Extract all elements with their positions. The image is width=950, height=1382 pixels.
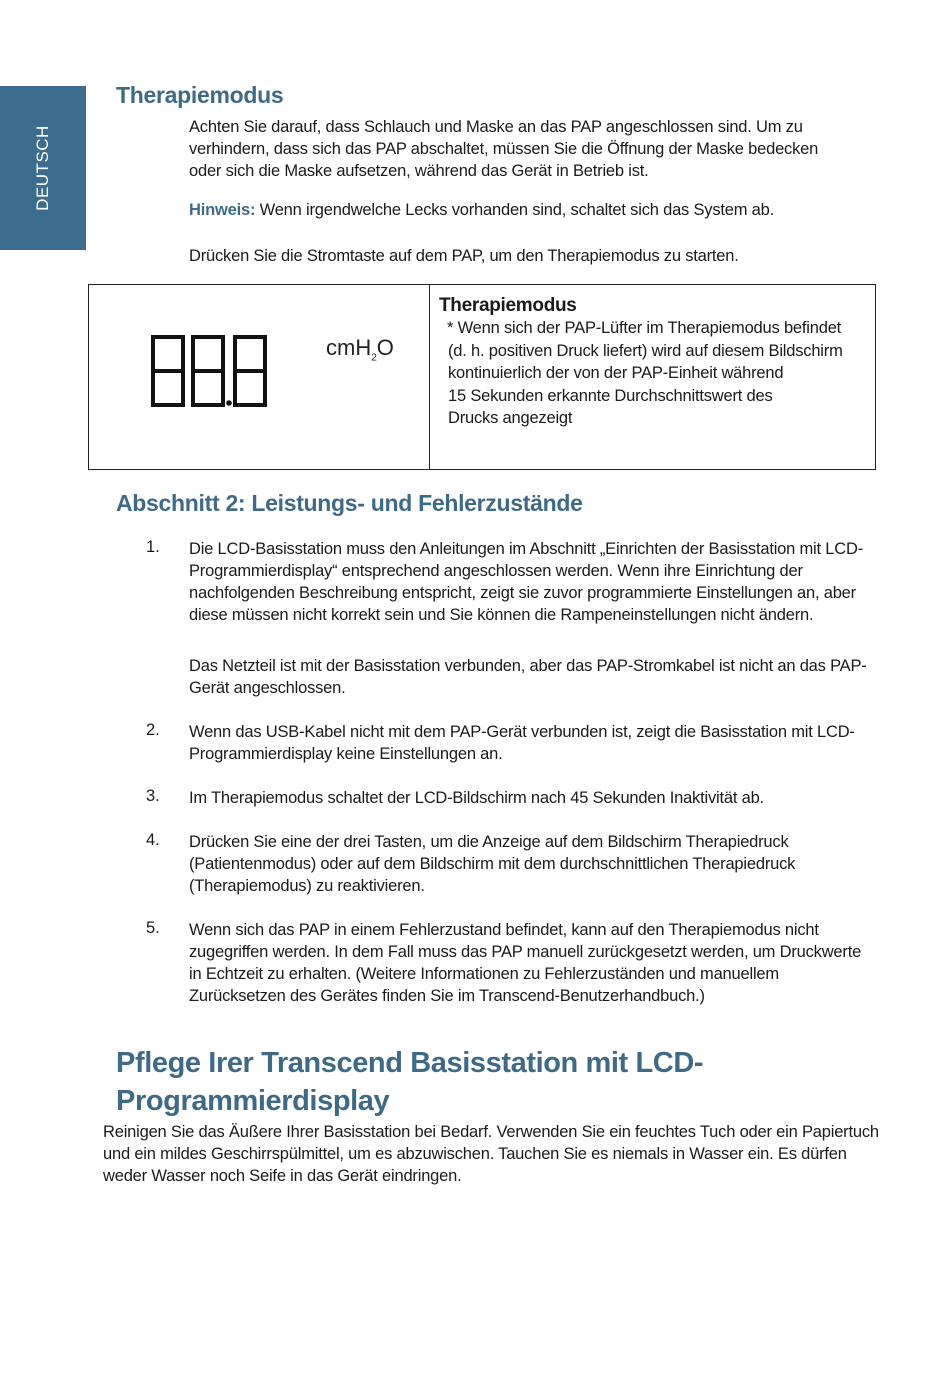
start-therapy-paragraph: Drücken Sie die Stromtaste auf dem PAP, um den Therapiemodus zu starten. [189, 247, 739, 265]
section-heading-therapiemodus: Therapiemodus [116, 82, 284, 108]
table-line: (d. h. positiven Druck liefert) wird auf diesem Bildschirm [448, 341, 843, 360]
lcd-display-icon [151, 335, 271, 409]
list-number: 1. [146, 538, 160, 556]
hint-text: Wenn irgendwelche Lecks vorhanden sind, schaltet sich das System ab. [255, 201, 775, 219]
list-number: 5. [146, 919, 160, 937]
therapy-intro-paragraph: Achten Sie darauf, dass Schlauch und Maske an das PAP angeschlossen sind. Um zu verhindern, dass sich das PAP abschaltet, müssen Sie die Öffnung der Maske bedecken oder sich die Maske aufsetzen, während das Gerät in Betrieb ist. [189, 118, 819, 180]
table-line: 15 Sekunden erkannte Durchschnittswert des [448, 386, 773, 405]
table-line: kontinuierlich der von der PAP-Einheit während [448, 364, 784, 382]
list-item: Drücken Sie eine der drei Tasten, um die Anzeige auf dem Bildschirm Therapiedruck (Patientenmodus) oder auf dem Bildschirm mit dem durchschnittlichen Therapiedruck (Therapiemodus) zu reaktivieren. [189, 833, 796, 895]
care-paragraph: Reinigen Sie das Äußere Ihrer Basisstation bei Bedarf. Verwenden Sie ein feuchtes Tuch oder ein Papiertuch und ein mildes Geschirrspülmittel, um es abzuwischen. Tauchen Sie es niemals in Wasser ein. Es dürfen weder Wasser noch Seife in das Gerät eindringen. [103, 1123, 879, 1185]
table-line: Drucks angezeigt [448, 409, 573, 427]
list-number: 2. [146, 721, 160, 739]
list-number: 4. [146, 831, 160, 849]
hint-label: Hinweis: [189, 201, 256, 219]
table-divider [429, 285, 430, 469]
language-tab-label: DEUTSCH [33, 125, 52, 211]
table-cell-description [448, 317, 868, 430]
section-heading-abschnitt-2: Abschnitt 2: Leistungs- und Fehlerzustände [116, 490, 583, 516]
list-item: Im Therapiemodus schaltet der LCD-Bildschirm nach 45 Sekunden Inaktivität ab. [189, 789, 764, 807]
table-line: * Wenn sich der PAP-Lüfter im Therapiemodus befindet [447, 319, 842, 337]
table-cell-title: Therapiemodus [439, 295, 577, 316]
language-tab [0, 86, 86, 250]
hint-paragraph [189, 199, 869, 221]
therapy-mode-table [88, 284, 876, 470]
list-item-note: Das Netzteil ist mit der Basisstation verbunden, aber das PAP-Stromkabel ist nicht an das PAP-Gerät angeschlossen. [189, 657, 867, 697]
list-item: Wenn das USB-Kabel nicht mit dem PAP-Gerät verbunden ist, zeigt die Basisstation mit LCD-Programmierdisplay keine Einstellungen an. [189, 723, 855, 763]
pressure-unit-label: cmH$_2$O [326, 335, 394, 364]
list-item: Wenn sich das PAP in einem Fehlerzustand befindet, kann auf den Therapiemodus nicht zugegriffen werden. In dem Fall muss das PAP manuell zurückgesetzt werden, um Druckwerte in Echtzeit zu erhalten. (Weitere Informationen zu Fehlerzuständen und manuellem Zurücksetzen des Gerätes finden Sie im Transcend-Benutzerhandbuch.) [189, 921, 862, 1005]
list-item: Die LCD-Basisstation muss den Anleitungen im Abschnitt „Einrichten der Basisstation mit LCD-Programmierdisplay“ entsprechend angeschlossen werden. Wenn ihre Einrichtung der nachfolgenden Beschreibung entspricht, zeigt sie zuvor programmierte Einstellungen an, aber diese müssen nicht korrekt sein und Sie können die Rampeneinstellungen nicht ändern. [189, 540, 863, 624]
section-heading-pflege: Pflege Irer Transcend Basisstation mit LCD-Programmierdisplay [116, 1047, 704, 1117]
list-number: 3. [146, 787, 160, 805]
